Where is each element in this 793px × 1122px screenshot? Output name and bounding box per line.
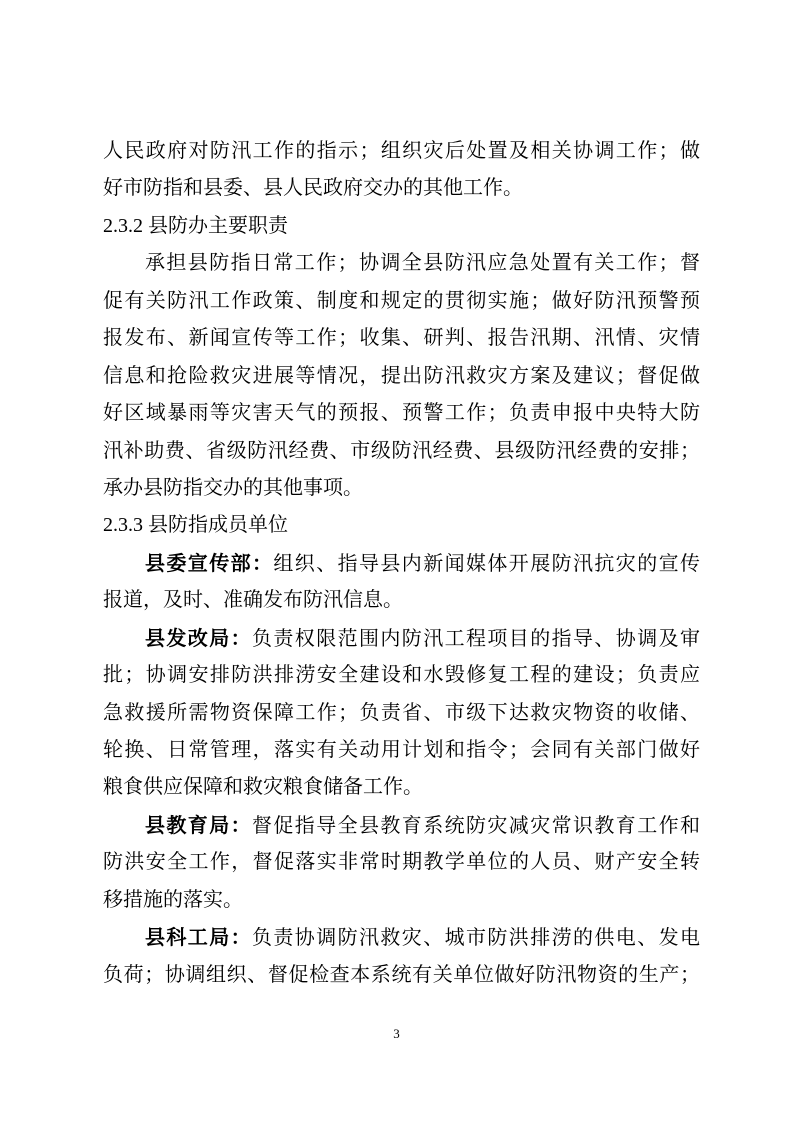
paragraph-line: 好市防指和县委、县人民政府交办的其他工作。	[103, 177, 523, 200]
paragraph-line: 汛补助费、省级防汛经费、市级防汛经费、县级防汛经费的安排；	[103, 439, 700, 462]
paragraph-line: 粮食供应保障和救灾粮食储备工作。	[103, 776, 423, 799]
paragraph-line: 承办县防指交办的其他事项。	[103, 476, 363, 499]
paragraph-line: 移措施的落实。	[103, 888, 243, 911]
paragraph-line: 促有关防汛工作政策、制度和规定的贯彻实施；做好防汛预警预	[103, 289, 700, 312]
paragraph-line: 负荷；协调组织、督促检查本系统有关单位做好防汛物资的生产；	[103, 963, 700, 986]
unit-entry-first-line	[103, 919, 700, 956]
paragraph-line: 承担县防指日常工作；协调全县防汛应急处置有关工作；督	[145, 252, 700, 275]
unit-entry-first-line	[103, 807, 700, 844]
unit-name: 县发改局：	[145, 625, 252, 650]
paragraph-line: 人民政府对防汛工作的指示；组织灾后处置及相关协调工作；做	[103, 140, 700, 162]
paragraph-line: 轮换、日常管理，落实有关动用计划和指令；会同有关部门做好	[103, 739, 700, 761]
section-heading-2-3-2: 2.3.2 县防办主要职责	[103, 214, 288, 237]
unit-entry-first-line	[103, 545, 700, 582]
paragraph-line: 防洪安全工作，督促落实非常时期教学单位的人员、财产安全转	[103, 851, 700, 874]
document-body	[103, 133, 700, 994]
unit-name: 县科工局：	[145, 925, 252, 950]
paragraph-line: 急救援所需物资保障工作；负责省、市级下达救灾物资的收储、	[103, 701, 700, 724]
unit-duty-text: 组织、指导县内新闻媒体开展防汛抗灾的宣传	[273, 552, 700, 575]
unit-duty-text: 督促指导全县教育系统防灾减灾常识教育工作和	[252, 814, 700, 837]
paragraph-line: 信息和抢险救灾进展等情况，提出防汛救灾方案及建议；督促做	[103, 364, 700, 387]
paragraph-line: 批；协调安排防洪排涝安全建设和水毁修复工程的建设；负责应	[103, 664, 700, 687]
section-heading-2-3-3: 2.3.3 县防指成员单位	[103, 514, 288, 537]
unit-name: 县教育局：	[145, 812, 252, 837]
paragraph-line: 好区域暴雨等灾害天气的预报、预警工作；负责申报中央特大防	[103, 402, 700, 425]
paragraph-line: 报道，及时、准确发布防汛信息。	[103, 589, 403, 612]
paragraph-line: 报发布、新闻宣传等工作；收集、研判、报告汛期、汛情、灾情	[103, 327, 700, 350]
unit-duty-text: 负责权限范围内防汛工程项目的指导、协调及审	[252, 627, 700, 650]
page-number: 3	[393, 1026, 400, 1041]
unit-entry-first-line	[103, 620, 700, 657]
unit-name: 县委宣传部：	[145, 550, 274, 575]
unit-duty-text: 负责协调防汛救灾、城市防洪排涝的供电、发电	[252, 927, 700, 950]
